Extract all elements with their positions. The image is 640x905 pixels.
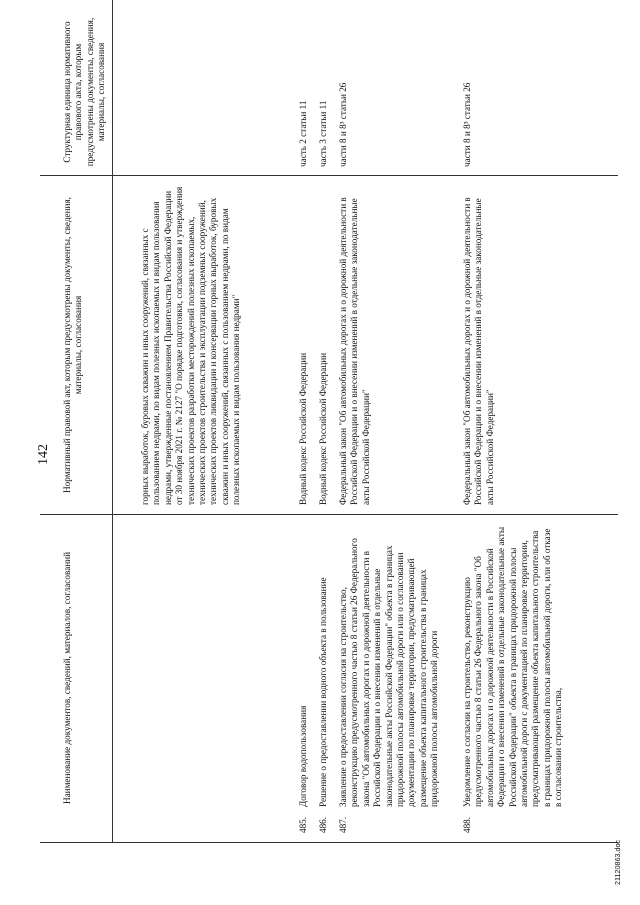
row-act: Федеральный закон "Об автомобильных дорогах и о дорожной деятельности в Российской Федерации и о внесении изменений в отдельные законодательные акты Российской Федерации": [462, 197, 495, 505]
row-number: 485.: [298, 816, 308, 833]
header-name: Наименование документов, сведений, материалов, согласований: [62, 551, 72, 805]
row-act: Водный кодекс Российской Федерации: [298, 352, 308, 505]
row-name: Уведомление о согласии на строительство, реконструкцию предусмотренного частью 8 статьи 26 Федерального закона "Об автомобильных дорогах и о дорожной деятельности в Российской Федерации и о внесении изменений в отдельные законодательные акты Российской Федерации" объекта в границах придорожной полосы автомобильной дороги с документацией по планировке территории, предусматривающей размещение объекта капитального строительства в границах придорожной полосы автомобильной дороги, или об отказе в согласовании строительства,: [462, 526, 564, 807]
document-id: 21120863.doc: [613, 839, 622, 885]
column-divider-2: [40, 175, 618, 176]
row-name: Договор водопользования: [298, 705, 308, 807]
row-unit: часть 3 статьи 11: [318, 100, 328, 167]
row-act: Федеральный закон "Об автомобильных дорогах и о дорожной деятельности в Российской Федерации и о внесении изменений в отдельные законодательные акты Российской Федерации": [338, 197, 371, 505]
row-act: Водный кодекс Российской Федерации: [318, 352, 328, 505]
row-name: Заявление о предоставлении согласия на строительство, реконструкцию предусмотренного частью 8 статьи 26 Федерального закона "Об автомобильных дорогах и о дорожной деятельности в Российской Федерации и о внесении изменений в отдельные законодательные акты Российской Федерации" объекта в границах придорожной полосы автомобильной дороги или о согласовании документации по планировке территории, предусматривающей размещение объекта капитального строительства в границах придорожной полосы автомобильной дороги: [338, 538, 440, 807]
continuation-text: горных выработок, буровых скважин и иных сооружений, связанных с пользованием недрами, по видам полезных ископаемых и видам пользования недрами, утвержденные постановлением Правительства Российской Федерации от 30 ноября 2021 г. № 2127 "О порядке подготовки, согласования и утверждения технических проектов разработки месторождений полезных ископаемых, технических проектов строительства и эксплуатации подземных сооружений, технических проектов ликвидации и консервации горных выработок, буровых скважин и иных сооружений, связанных с пользованием недрами, по видам полезных ископаемых и видам пользования недрами": [140, 186, 242, 505]
row-unit: часть 2 статьи 11: [298, 100, 308, 167]
header-unit: Структурная единица нормативного правового акта, которым предусмотрены документы, сведения, материалы, согласования: [62, 17, 107, 167]
row-number: 486.: [318, 816, 328, 833]
row-number: 487.: [338, 816, 348, 833]
row-unit: части 8 и 8³ статьи 26: [462, 82, 472, 167]
page-number: 142: [36, 444, 51, 465]
header-act: Нормативный правовой акт, которым предусмотрены документы, сведения, материалы, согласования: [62, 197, 84, 493]
header-bottom-border: [112, 0, 113, 843]
column-divider-1: [40, 514, 618, 515]
row-number: 488.: [462, 816, 472, 833]
row-unit: части 8 и 8³ статьи 26: [338, 82, 348, 167]
row-name: Решение о предоставлении водного объекта в пользование: [318, 577, 328, 807]
table-border-left: [40, 842, 618, 843]
